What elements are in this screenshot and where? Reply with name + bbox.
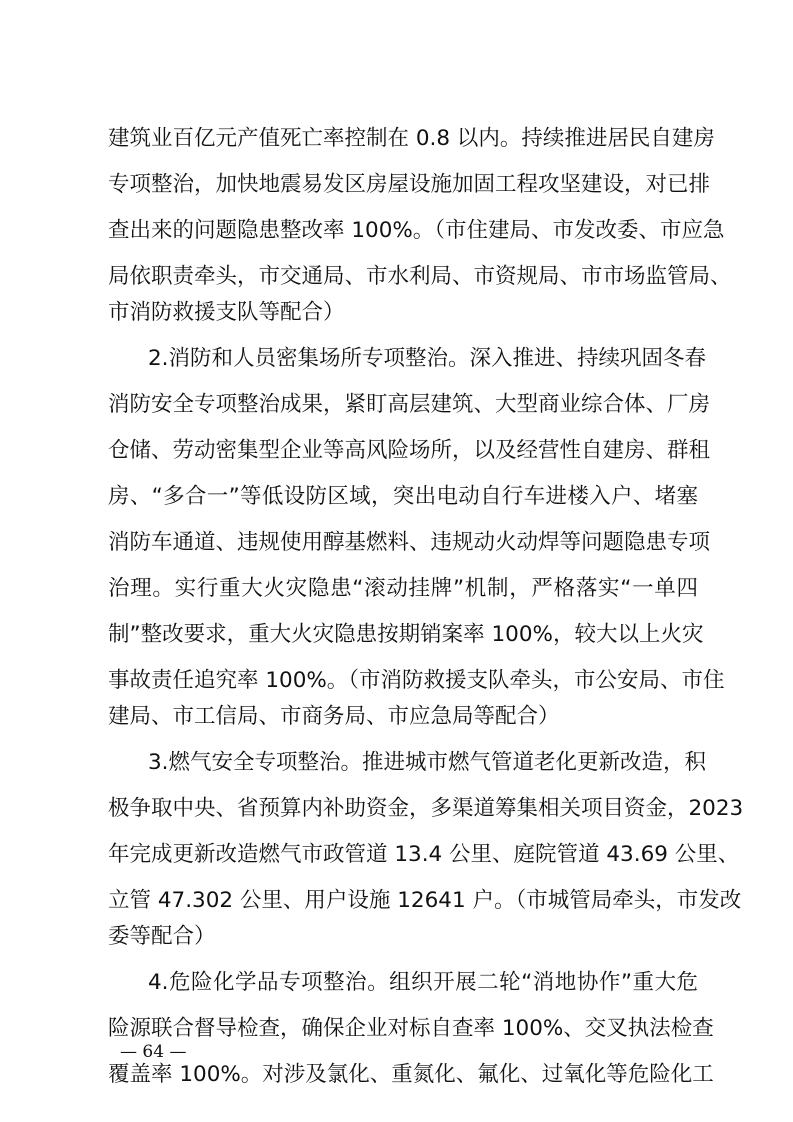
body-text-line: 建局、市工信局、市商务局、市应急局等配合） xyxy=(108,704,560,729)
body-text-line: 险源联合督导检查，确保企业对标自查率 100%、交叉执法检查 xyxy=(108,1016,714,1041)
body-text-line: 建筑业百亿元产值死亡率控制在 0.8 以内。持续推进居民自建房 xyxy=(108,126,715,151)
body-text-line: 查出来的问题隐患整改率 100%。（市住建局、市发改委、市应急 xyxy=(108,218,725,243)
body-text-line: 委等配合） xyxy=(108,924,216,949)
section-heading-line: 4.危险化学品专项整治。组织开展二轮“消地协作”重大危 xyxy=(148,970,698,995)
body-text-line: 立管 47.302 公里、用户设施 12641 户。（市城管局牵头，市发改 xyxy=(108,888,742,913)
page-number: — 64 — xyxy=(120,1042,187,1062)
body-text-line: 局依职责牵头，市交通局、市水利局、市资规局、市市场监管局、 xyxy=(108,264,732,289)
body-text-line: 极争取中央、省预算内补助资金，多渠道筹集相关项目资金，2023 xyxy=(108,796,744,821)
body-text-line: 消防车通道、违规使用醇基燃料、违规动火动焊等问题隐患专项 xyxy=(108,530,711,555)
body-text-line: 年完成更新改造燃气市政管道 13.4 公里、庭院管道 43.69 公里、 xyxy=(108,842,740,867)
body-text-line: 专项整治，加快地震易发区房屋设施加固工程攻坚建设，对已排 xyxy=(108,172,711,197)
body-text-line: 治理。实行重大火灾隐患“滚动挂牌”机制，严格落实“一单四 xyxy=(108,576,698,601)
section-heading-line: 2.消防和人员密集场所专项整治。深入推进、持续巩固冬春 xyxy=(148,346,707,371)
body-text-line: 仓储、劳动密集型企业等高风险场所，以及经营性自建房、群租 xyxy=(108,438,711,463)
body-text-line: 制”整改要求，重大火灾隐患按期销案率 100%，较大以上火灾 xyxy=(108,622,704,647)
body-text-line: 覆盖率 100%。对涉及氯化、重氮化、氟化、过氧化等危险化工 xyxy=(108,1062,714,1087)
body-text-line: 市消防救援支队等配合） xyxy=(108,300,345,325)
section-heading-line: 3.燃气安全专项整治。推进城市燃气管道老化更新改造，积 xyxy=(148,750,707,775)
body-text-line: 消防安全专项整治成果，紧盯高层建筑、大型商业综合体、厂房 xyxy=(108,392,711,417)
body-text-line: 房、“多合一”等低设防区域，突出电动自行车进楼入户、堵塞 xyxy=(108,484,698,509)
body-text-line: 事故责任追究率 100%。（市消防救援支队牵头，市公安局、市住 xyxy=(108,668,725,693)
